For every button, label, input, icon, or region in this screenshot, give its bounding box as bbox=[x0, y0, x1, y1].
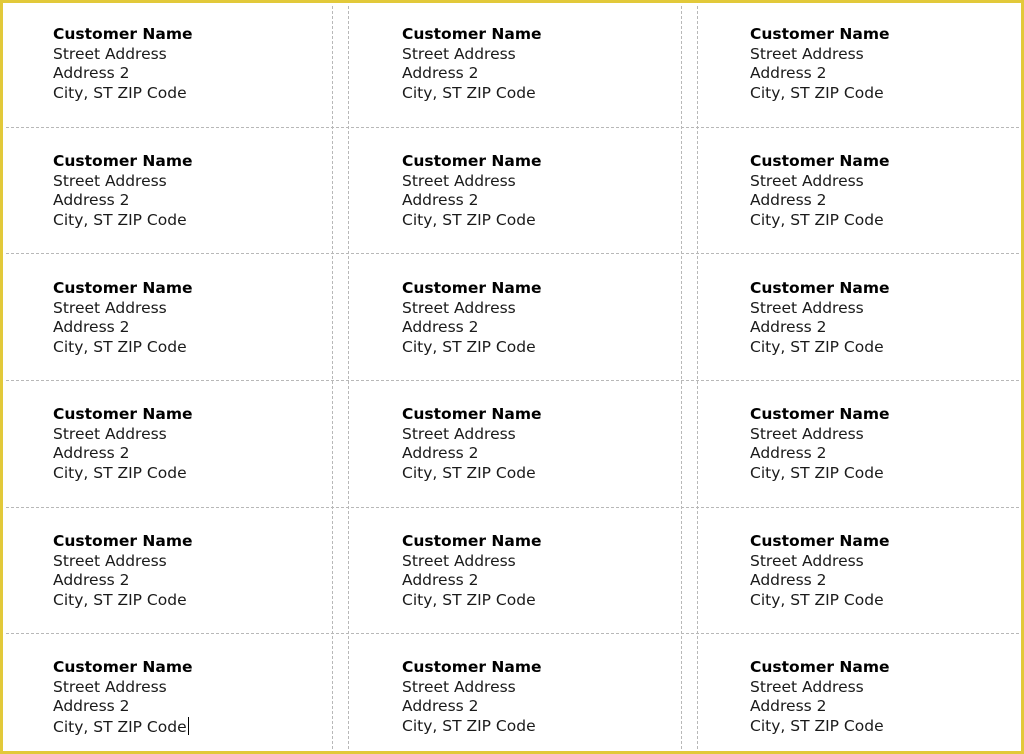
address-label[interactable] bbox=[53, 405, 193, 483]
street-address: Street Address bbox=[750, 677, 864, 696]
address-label[interactable] bbox=[402, 658, 542, 736]
customer-name: Customer Name bbox=[750, 25, 890, 43]
address-line-2: Address 2 bbox=[750, 191, 827, 209]
address-label[interactable] bbox=[53, 25, 193, 103]
city-state-zip-line bbox=[53, 84, 193, 104]
address-label[interactable] bbox=[53, 658, 193, 737]
address-line-2: Address 2 bbox=[53, 191, 130, 209]
street-address: Street Address bbox=[402, 551, 516, 570]
street-address: Street Address bbox=[750, 298, 864, 317]
city-state-zip-line bbox=[750, 338, 890, 358]
address-label[interactable] bbox=[402, 532, 542, 610]
address-line-2: Address 2 bbox=[402, 64, 479, 82]
address-line-2: Address 2 bbox=[53, 697, 130, 715]
city-state-zip-line bbox=[750, 211, 890, 231]
city-state-zip-line bbox=[53, 211, 193, 231]
address-line-2: Address 2 bbox=[402, 191, 479, 209]
city-state-zip-line bbox=[402, 717, 542, 737]
column-divider bbox=[681, 6, 682, 754]
city-state-zip: City, ST ZIP Code bbox=[53, 463, 187, 482]
address-label[interactable] bbox=[402, 25, 542, 103]
city-state-zip-line bbox=[53, 338, 193, 358]
city-state-zip: City, ST ZIP Code bbox=[53, 590, 187, 609]
city-state-zip: City, ST ZIP Code bbox=[750, 210, 884, 229]
street-address: Street Address bbox=[53, 551, 167, 570]
city-state-zip-line bbox=[750, 717, 890, 737]
address-line-2: Address 2 bbox=[402, 697, 479, 715]
city-state-zip: City, ST ZIP Code bbox=[402, 463, 536, 482]
customer-name: Customer Name bbox=[402, 532, 542, 550]
address-label[interactable] bbox=[53, 279, 193, 357]
address-line-2: Address 2 bbox=[750, 64, 827, 82]
city-state-zip-line bbox=[402, 338, 542, 358]
street-address: Street Address bbox=[750, 44, 864, 63]
city-state-zip: City, ST ZIP Code bbox=[402, 83, 536, 102]
customer-name: Customer Name bbox=[402, 658, 542, 676]
address-line-2: Address 2 bbox=[402, 318, 479, 336]
customer-name: Customer Name bbox=[750, 279, 890, 297]
label-sheet bbox=[6, 6, 1024, 754]
address-label[interactable] bbox=[750, 25, 890, 103]
address-label[interactable] bbox=[402, 405, 542, 483]
city-state-zip-line bbox=[53, 464, 193, 484]
street-address: Street Address bbox=[53, 677, 167, 696]
column-divider bbox=[697, 6, 698, 754]
address-label[interactable] bbox=[53, 532, 193, 610]
column-divider bbox=[348, 6, 349, 754]
customer-name: Customer Name bbox=[402, 25, 542, 43]
street-address: Street Address bbox=[402, 424, 516, 443]
customer-name: Customer Name bbox=[53, 279, 193, 297]
street-address: Street Address bbox=[53, 424, 167, 443]
street-address: Street Address bbox=[750, 424, 864, 443]
address-line-2: Address 2 bbox=[53, 571, 130, 589]
row-divider bbox=[6, 127, 1024, 128]
city-state-zip-line bbox=[53, 591, 193, 611]
city-state-zip: City, ST ZIP Code bbox=[53, 83, 187, 102]
text-cursor bbox=[188, 717, 189, 735]
customer-name: Customer Name bbox=[750, 658, 890, 676]
street-address: Street Address bbox=[402, 171, 516, 190]
street-address: Street Address bbox=[402, 298, 516, 317]
row-divider bbox=[6, 380, 1024, 381]
city-state-zip-line bbox=[402, 591, 542, 611]
street-address: Street Address bbox=[402, 677, 516, 696]
customer-name: Customer Name bbox=[53, 152, 193, 170]
address-line-2: Address 2 bbox=[53, 64, 130, 82]
city-state-zip-line bbox=[750, 84, 890, 104]
address-label[interactable] bbox=[750, 658, 890, 736]
city-state-zip-line bbox=[750, 464, 890, 484]
address-line-2: Address 2 bbox=[750, 444, 827, 462]
city-state-zip: City, ST ZIP Code bbox=[750, 463, 884, 482]
address-line-2: Address 2 bbox=[402, 444, 479, 462]
city-state-zip: City, ST ZIP Code bbox=[53, 210, 187, 229]
row-divider bbox=[6, 633, 1024, 634]
customer-name: Customer Name bbox=[53, 25, 193, 43]
city-state-zip: City, ST ZIP Code bbox=[402, 210, 536, 229]
address-label[interactable] bbox=[750, 405, 890, 483]
city-state-zip-line bbox=[402, 84, 542, 104]
city-state-zip: City, ST ZIP Code bbox=[750, 83, 884, 102]
street-address: Street Address bbox=[750, 551, 864, 570]
address-label[interactable] bbox=[750, 152, 890, 230]
row-divider bbox=[6, 507, 1024, 508]
city-state-zip: City, ST ZIP Code bbox=[750, 590, 884, 609]
city-state-zip: City, ST ZIP Code bbox=[750, 337, 884, 356]
customer-name: Customer Name bbox=[402, 152, 542, 170]
customer-name: Customer Name bbox=[402, 279, 542, 297]
address-line-2: Address 2 bbox=[750, 697, 827, 715]
city-state-zip-line bbox=[53, 717, 193, 738]
street-address: Street Address bbox=[402, 44, 516, 63]
address-line-2: Address 2 bbox=[53, 318, 130, 336]
street-address: Street Address bbox=[750, 171, 864, 190]
street-address: Street Address bbox=[53, 298, 167, 317]
city-state-zip: City, ST ZIP Code bbox=[53, 717, 187, 736]
city-state-zip-line bbox=[402, 464, 542, 484]
city-state-zip-line bbox=[750, 591, 890, 611]
city-state-zip: City, ST ZIP Code bbox=[750, 716, 884, 735]
customer-name: Customer Name bbox=[750, 532, 890, 550]
address-line-2: Address 2 bbox=[750, 318, 827, 336]
street-address: Street Address bbox=[53, 44, 167, 63]
address-label[interactable] bbox=[402, 152, 542, 230]
address-label[interactable] bbox=[402, 279, 542, 357]
city-state-zip: City, ST ZIP Code bbox=[402, 337, 536, 356]
address-label[interactable] bbox=[750, 532, 890, 610]
customer-name: Customer Name bbox=[750, 152, 890, 170]
address-label[interactable] bbox=[53, 152, 193, 230]
address-label[interactable] bbox=[750, 279, 890, 357]
customer-name: Customer Name bbox=[402, 405, 542, 423]
city-state-zip-line bbox=[402, 211, 542, 231]
address-line-2: Address 2 bbox=[402, 571, 479, 589]
customer-name: Customer Name bbox=[53, 405, 193, 423]
city-state-zip: City, ST ZIP Code bbox=[402, 716, 536, 735]
row-divider bbox=[6, 253, 1024, 254]
address-line-2: Address 2 bbox=[53, 444, 130, 462]
street-address: Street Address bbox=[53, 171, 167, 190]
customer-name: Customer Name bbox=[750, 405, 890, 423]
city-state-zip: City, ST ZIP Code bbox=[53, 337, 187, 356]
city-state-zip: City, ST ZIP Code bbox=[402, 590, 536, 609]
customer-name: Customer Name bbox=[53, 658, 193, 676]
customer-name: Customer Name bbox=[53, 532, 193, 550]
address-line-2: Address 2 bbox=[750, 571, 827, 589]
column-divider bbox=[332, 6, 333, 754]
